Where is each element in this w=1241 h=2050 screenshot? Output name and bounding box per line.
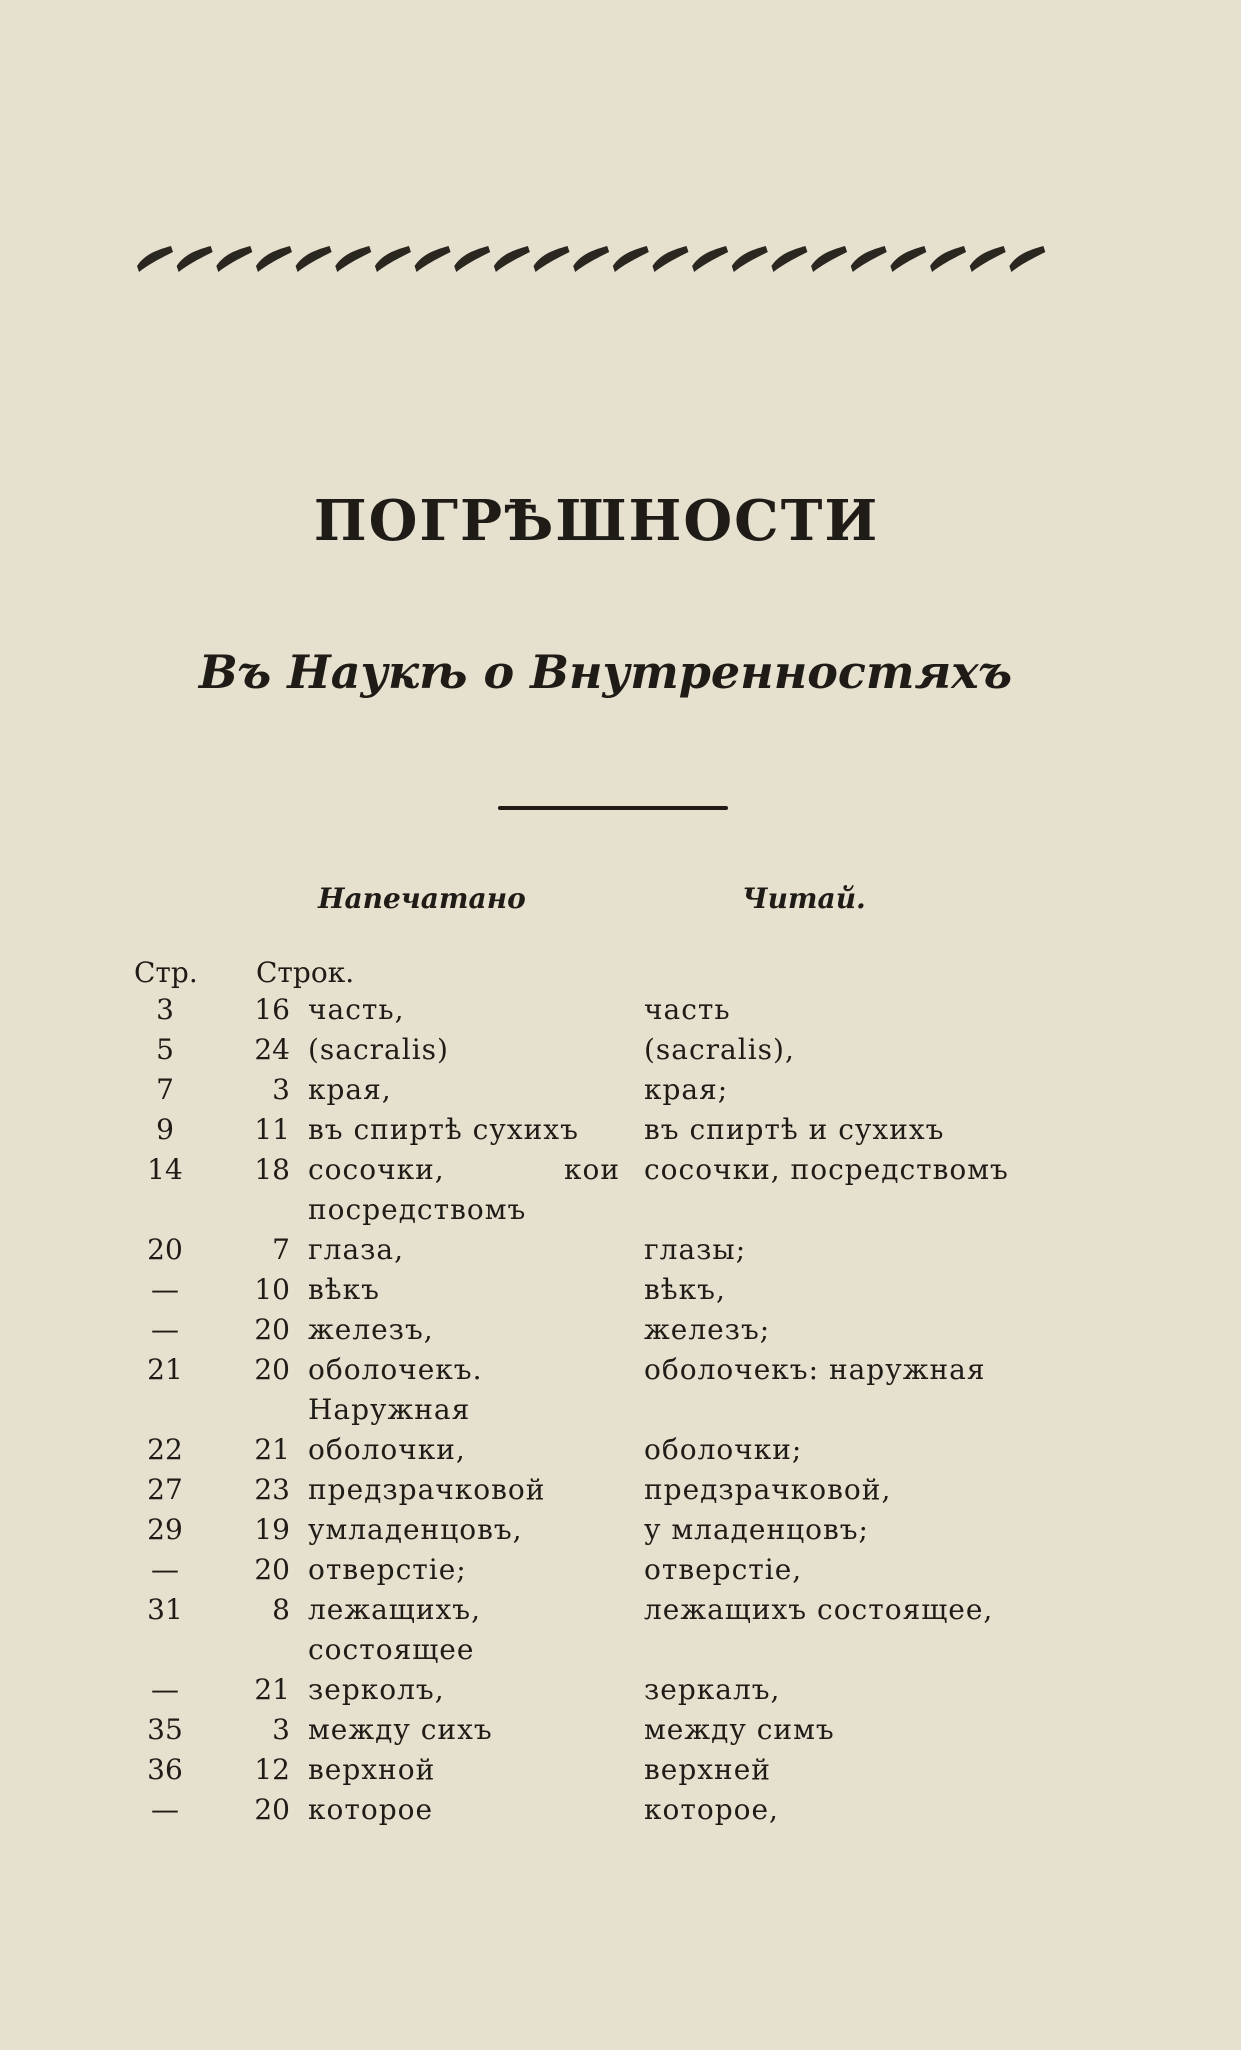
ornament-mark [375,246,411,272]
page-title: ПОГРѢШНОСТИ [313,488,880,554]
printed-text: глаза, [308,1233,405,1266]
printed-text: часть, [308,993,405,1026]
printed-text: верхной [308,1753,436,1786]
page-number: 22 [147,1433,183,1466]
corrected-text: лежащихъ состоящее, [644,1593,994,1626]
divider-rule [498,806,728,810]
line-number: 21 [254,1433,290,1466]
printed-text: вѣкъ [308,1273,380,1306]
corrected-text: зеркалъ, [644,1673,781,1706]
ornament-mark [771,246,807,272]
errata-row [110,1590,1110,1670]
ornament-mark [652,246,688,272]
errata-table [110,990,1110,1830]
printed-text: зерколъ, [308,1673,445,1706]
ornament-mark [970,246,1006,272]
ornament-mark [296,246,332,272]
printed-text: сосочки, кои посредствомъ [308,1153,620,1226]
page-number: — [151,1793,179,1826]
corrected-text: въ спиртѣ и сухихъ [644,1113,945,1146]
printed-text: лежащихъ, состоящее [308,1593,482,1666]
page-number: 21 [147,1353,183,1386]
page-number: — [151,1673,179,1706]
printed-text: предзрачковой [308,1473,546,1506]
errata-row [110,1310,1110,1350]
corrected-text: отверстіе, [644,1553,803,1586]
page-number: — [151,1273,179,1306]
ornament-mark [335,246,371,272]
errata-row [110,1790,1110,1830]
line-number: 20 [254,1313,290,1346]
line-number: 12 [254,1753,290,1786]
line-number: 20 [254,1553,290,1586]
printed-text: въ спиртѣ сухихъ [308,1113,579,1146]
corrected-text: (sacralis), [644,1033,795,1066]
errata-row [110,1070,1110,1110]
line-number: 10 [254,1273,290,1306]
corrected-text: оболочекъ: наружная [644,1353,986,1386]
page-column-header: Стр. [134,956,198,989]
printed-text: отверстіе; [308,1553,467,1586]
corrected-text: предзрачковой, [644,1473,892,1506]
page-number: 20 [147,1233,183,1266]
page-number: 35 [147,1713,183,1746]
line-number: 3 [272,1073,290,1106]
corrected-text: верхней [644,1753,771,1786]
line-number: 20 [254,1353,290,1386]
ornament-mark [692,246,728,272]
errata-row [110,1710,1110,1750]
errata-row [110,1430,1110,1470]
ornament-mark [534,246,570,272]
ornament-mark [613,246,649,272]
errata-row [110,1030,1110,1070]
corrected-text: глазы; [644,1233,747,1266]
ornament-mark [494,246,530,272]
column-heading-correct: Читай. [742,882,866,915]
corrected-text: которое, [644,1793,779,1826]
errata-row [110,1510,1110,1550]
line-number: 24 [254,1033,290,1066]
ornament-mark [454,246,490,272]
ornament-mark [1009,246,1045,272]
ornamental-border [135,232,1047,278]
line-number: 11 [254,1113,290,1146]
corrected-text: часть [644,993,731,1026]
errata-row [110,1230,1110,1270]
corrected-text: оболочки; [644,1433,803,1466]
printed-text: железъ, [308,1313,434,1346]
ornament-mark [216,246,252,272]
page-number: 7 [156,1073,174,1106]
errata-row [110,1470,1110,1510]
ornament-mark [256,246,292,272]
errata-row [110,1350,1110,1430]
printed-text: (sacralis) [308,1033,449,1066]
printed-text: умладенцовъ, [308,1513,523,1546]
line-number: 23 [254,1473,290,1506]
ornament-mark [137,246,173,272]
printed-text: края, [308,1073,392,1106]
errata-row [110,1270,1110,1310]
page-number: 29 [147,1513,183,1546]
corrected-text: края; [644,1073,729,1106]
page-number: 31 [147,1593,183,1626]
errata-row [110,1150,1110,1230]
page-number: — [151,1553,179,1586]
ornament-mark [851,246,887,272]
page-number: 3 [156,993,174,1026]
printed-text: оболочки, [308,1433,466,1466]
ornament-mark [573,246,609,272]
line-number: 8 [272,1593,290,1626]
corrected-text: сосочки, посредствомъ [644,1153,1009,1186]
page-number: 5 [156,1033,174,1066]
line-number: 7 [272,1233,290,1266]
printed-text: между сихъ [308,1713,493,1746]
line-number: 19 [254,1513,290,1546]
line-number: 21 [254,1673,290,1706]
ornament-mark [177,246,213,272]
corrected-text: у младенцовъ; [644,1513,869,1546]
page-number: 14 [147,1153,183,1186]
ornament-mark [415,246,451,272]
page-number: — [151,1313,179,1346]
page-number: 36 [147,1753,183,1786]
column-heading-printed: Напечатано [318,882,526,915]
errata-row [110,1110,1110,1150]
printed-text: оболочекъ. Наружная [308,1353,483,1426]
ornament-mark [930,246,966,272]
ornament-mark [732,246,768,272]
line-number: 18 [254,1153,290,1186]
corrected-text: между симъ [644,1713,835,1746]
line-number: 16 [254,993,290,1026]
errata-row [110,1670,1110,1710]
page-number: 27 [147,1473,183,1506]
ornament-mark [811,246,847,272]
errata-row [110,1550,1110,1590]
printed-text: которое [308,1793,434,1826]
page-subtitle: Въ Наукѣ о Внутренностяхъ [198,645,1013,699]
errata-row [110,1750,1110,1790]
page-number: 9 [156,1113,174,1146]
ornament-mark [890,246,926,272]
line-column-header: Строк. [256,956,355,989]
corrected-text: железъ; [644,1313,771,1346]
corrected-text: вѣкъ, [644,1273,726,1306]
errata-row [110,990,1110,1030]
line-number: 3 [272,1713,290,1746]
line-number: 20 [254,1793,290,1826]
